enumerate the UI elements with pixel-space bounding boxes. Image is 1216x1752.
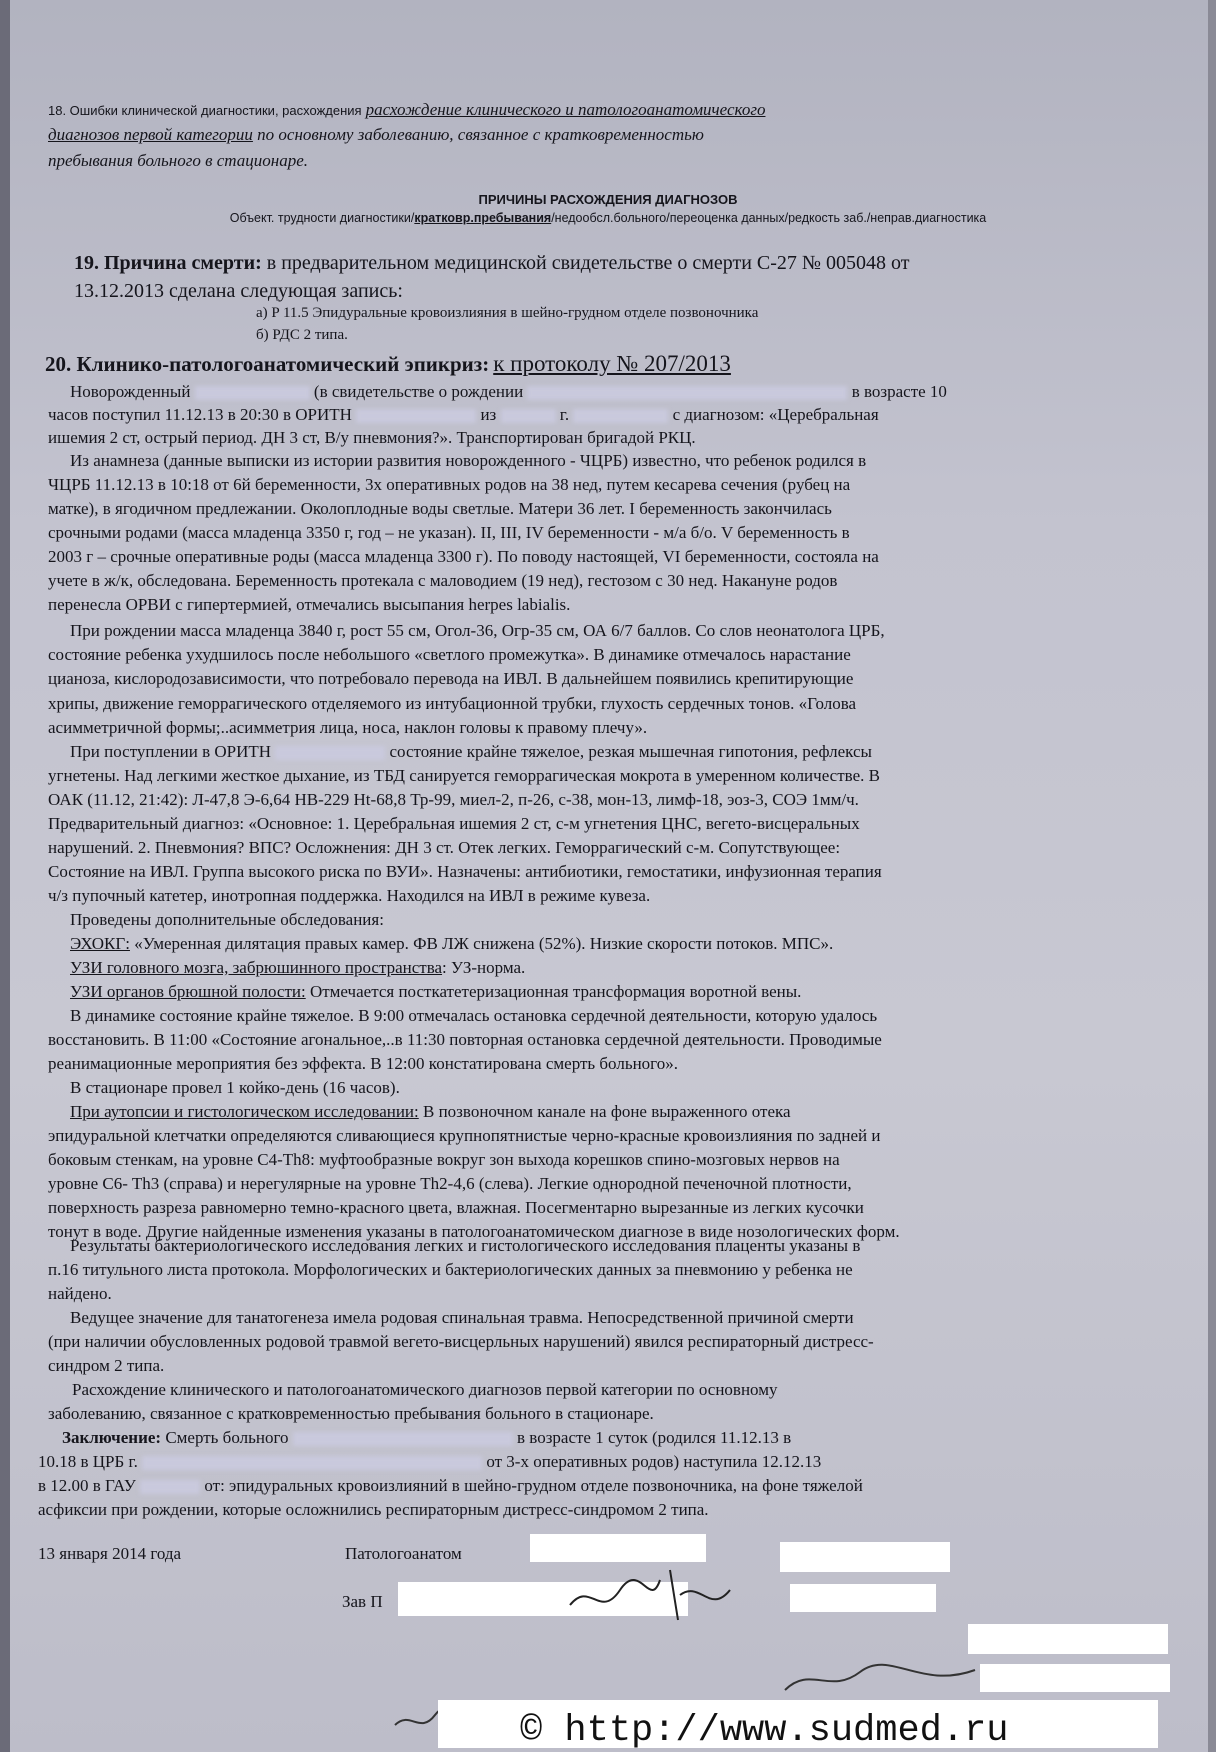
redacted-hospital <box>356 409 476 423</box>
section19-cause-b: б) РДС 2 типа. <box>256 327 348 343</box>
epicrisis-line-21: Состояние на ИВЛ. Группа высокого риска по ВУИ». Назначены: антибиотики, гемостатики, инфузионная терапия <box>48 862 882 881</box>
epicrisis-line-24: ЭХОКГ: «Умеренная дилятация правых камер. ФВ ЛЖ снижена (52%). Низкие скорости потоков. МПС». <box>70 934 834 953</box>
epicrisis-line-16: При поступлении в ОРИТН состояние крайне тяжелое, резкая мышечная гипотония, рефлексы <box>70 742 872 761</box>
section18-line2 <box>48 125 704 145</box>
epicrisis-line-25: УЗИ головного мозга, забрюшинного пространства: УЗ-норма. <box>70 958 526 977</box>
reasons-list-part1: Объект. трудности диагностики/ <box>229 211 415 225</box>
epicrisis-line-29: реанимационные мероприятия без эффекта. В 12:00 констатирована смерть больного». <box>48 1054 678 1073</box>
conclusion-line-4: асфиксии при рождении, которые осложнились респираторным дистресс-синдромом 2 типа. <box>38 1500 709 1519</box>
epicrisis-line-35: поверхность разреза равномерно темно-красного цвета, влажная. Посегментарно вырезанные из легких кусочки <box>48 1198 864 1217</box>
redacted-hospital-2 <box>275 746 385 760</box>
epicrisis-line-20: нарушений. 2. Пневмония? ВПС? Осложнения: ДН 3 ст. Отек легких. Геморрагический с-м. Сопутствующее: <box>48 838 841 857</box>
section18-line3 <box>48 151 308 171</box>
section18-line1 <box>48 100 765 120</box>
section18-diagnosis-part1: расхождение клинического и патологоанатомического <box>365 100 766 119</box>
epicrisis-line-6: матке), в ягодичном предлежании. Околоплодные воды светлые. Матери 36 лет. I беременность закончилась <box>48 499 832 518</box>
report-date: 13 января 2014 года <box>38 1544 182 1563</box>
head-label: Зав П <box>342 1592 383 1611</box>
redaction-box <box>968 1624 1168 1654</box>
section19-text1: в предварительном медицинской свидетельстве о смерти С-27 № 005048 от <box>261 252 910 274</box>
epicrisis-line-44: Расхождение клинического и патологоанатомического диагнозов первой категории по основному <box>72 1380 778 1399</box>
epicrisis-line-26: УЗИ органов брюшной полости: Отмечается посткатетеризационная трансформация воротной вены. <box>70 982 802 1001</box>
redacted-name <box>195 386 310 400</box>
epicrisis-line-9: учете в ж/к, обследована. Беременность протекала с маловодием (19 нед), гестозом с 30 нед. Накануне родов <box>48 571 838 590</box>
conclusion-line-2: 10.18 в ЦРБ г. от 3-х оперативных родов) наступила 12.12.13 <box>38 1452 822 1471</box>
epicrisis-line-36: тонут в воде. Другие найденные изменения указаны в патологоанатомическом диагнозе в виде нозологических форм. <box>48 1222 900 1241</box>
section19-line1 <box>74 252 909 275</box>
epicrisis-line-33: боковым стенкам, на уровне C4-Th8: муфтообразные вокруг зон выхода корешков спино-мозговых нервов на <box>48 1150 840 1169</box>
section19-label: 19. Причина смерти: <box>74 252 262 274</box>
redacted-patient <box>293 1432 513 1446</box>
epicrisis-line-28: восстановить. В 11:00 «Состояние агональное,..в 11:30 повторная остановка сердечной деятельности. Проводимые <box>48 1030 882 1049</box>
section20-label: 20. Клинико-патологоанатомический эпикриз: <box>45 352 490 376</box>
section20-heading <box>45 351 731 377</box>
conclusion-line-1: Заключение: Смерть больного в возрасте 1 суток (родился 11.12.13 в <box>62 1428 792 1447</box>
section18-diagnosis-part3: по основному заболеванию, связанное с кратковременностью <box>252 125 704 144</box>
watermark-text: © http://www.sudmed.ru <box>520 1710 1009 1752</box>
protocol-number: к протоколу № 207/2013 <box>493 351 731 376</box>
reasons-list-selected: кратковр.пребывания <box>414 211 552 225</box>
epicrisis-line-8: 2003 г – срочные оперативные роды (масса младенца 3300 г). По поводу настоящей, VI беременности, состояла на <box>48 547 879 566</box>
epicrisis-line-30: В стационаре провел 1 койко-день (16 часов). <box>70 1078 400 1097</box>
redaction-box <box>780 1542 950 1572</box>
epicrisis-line-41: Ведущее значение для танатогенеза имела родовая спинальная травма. Непосредственной причиной смерти <box>70 1308 854 1327</box>
epicrisis-line-40: найдено. <box>48 1284 112 1303</box>
epicrisis-line-2: часов поступил 11.12.13 в 20:30 в ОРИТН из г. с диагнозом: «Церебральная <box>48 405 879 424</box>
epicrisis-line-5: ЧЦРБ 11.12.13 в 10:18 от 6й беременности, 3х оперативных родов на 38 нед, путем кесарева сечения (рубец на <box>48 475 851 494</box>
redaction-box <box>790 1584 936 1612</box>
signature-scribble <box>780 1660 980 1700</box>
epicrisis-line-45: заболеванию, связанное с кратковременностью пребывания больного в стационаре. <box>48 1404 654 1423</box>
epicrisis-line-15: асимметричной формы;..асимметрия лица, носа, наклон головы к правому плечу». <box>48 718 648 737</box>
epicrisis-line-1: Новорожденный (в свидетельстве о рождении в возрасте 10 <box>70 382 947 401</box>
redacted-hospital-3 <box>140 1480 200 1494</box>
epicrisis-line-18: ОАК (11.12, 21:42): Л-47,8 Э-6,64 HB-229 Ht-68,8 Тр-99, миел-2, п-26, с-38, мон-13, лимф-18, эоз-3, СОЭ 1мм/ч. <box>48 790 859 809</box>
conclusion-line-3: в 12.00 в ГАУ от: эпидуральных кровоизлияний в шейно-грудном отделе позвоночника, на фоне тяжелой <box>38 1476 863 1495</box>
reasons-list-part3: /недообсл.больного/переоценка данных/редкость заб./неправ.диагностика <box>551 211 987 225</box>
pathologist-label: Патологоанатом <box>345 1544 462 1563</box>
epicrisis-line-38: Результаты бактериологического исследования легких и гистологического исследования плаценты указаны в <box>70 1236 861 1255</box>
conclusion-label: Заключение: <box>62 1428 162 1447</box>
epicrisis-line-12: состояние ребенка ухудшилось после небольшого «светлого промежутка». В динамике отмечалось нарастание <box>48 645 851 664</box>
epicrisis-line-10: перенесла ОРВИ с гипертермией, отмечались высыпания herpes labialis. <box>48 595 571 614</box>
epicrisis-line-43: синдром 2 типа. <box>48 1356 165 1375</box>
epicrisis-line-22: ч/з пупочный катетер, инотропная поддержка. Находился на ИВЛ в режиме кувеза. <box>48 886 651 905</box>
reasons-list <box>0 211 1216 225</box>
redacted-origin <box>501 409 556 423</box>
section18-diagnosis-part4: пребывания больного в стационаре. <box>48 151 308 170</box>
epicrisis-line-11: При рождении масса младенца 3840 г, рост 55 см, Огол-36, Огр-35 см, ОА 6/7 баллов. Со слов неонатолога ЦРБ, <box>70 621 885 640</box>
scan-edge-right <box>1208 0 1216 1752</box>
section19-cause-a: а) P 11.5 Эпидуральные кровоизлияния в шейно-грудном отделе позвоночника <box>256 305 759 321</box>
epicrisis-line-32: эпидуральной клетчатки определяются сливающиеся крупнопятнистые черно-красные кровоизлияния по задней и <box>48 1126 881 1145</box>
epicrisis-line-17: угнетены. Над легкими жесткое дыхание, из ТБД санируется геморрагическая мокрота в умеренном количестве. В <box>48 766 880 785</box>
redacted-city <box>573 409 668 423</box>
section19-line2: 13.12.2013 сделана следующая запись: <box>74 280 403 302</box>
epicrisis-line-14: хрипы, движение геморрагического отделяемого из интубационной трубки, глухость сердечных тонов. «Голова <box>48 694 857 713</box>
epicrisis-line-4: Из анамнеза (данные выписки из истории развития новорожденного - ЧЦРБ) известно, что ребенок родился в <box>70 451 867 470</box>
epicrisis-line-23: Проведены дополнительные обследования: <box>70 910 384 929</box>
section18-diagnosis-part2: диагнозов первой категории <box>48 125 253 144</box>
epicrisis-line-7: срочными родами (масса младенца 3350 г, год – не указан). II, III, IV беременности - м/а б/о. V беременность в <box>48 523 850 542</box>
epicrisis-line-3: ишемия 2 ст, острый период. ДН 3 ст, В/у пневмония?». Транспортирован бригадой РКЦ. <box>48 428 696 447</box>
redacted-mother <box>142 1456 482 1470</box>
signature-scribble <box>560 1560 740 1630</box>
epicrisis-line-19: Предварительный диагноз: «Основное: 1. Церебральная ишемия 2 ст, с-м угнетения ЦНС, вегето-висцеральных <box>48 814 860 833</box>
epicrisis-line-42: (при наличии обусловленных родовой травмой вегето-висцерльных нарушений) явился респираторный дистресс- <box>48 1332 874 1351</box>
section18-label: 18. Ошибки клинической диагностики, расхождения <box>48 103 362 118</box>
epicrisis-line-39: п.16 титульного листа протокола. Морфологических и бактериологических данных за пневмонию у ребенка не <box>48 1260 853 1279</box>
epicrisis-line-31: При аутопсии и гистологическом исследовании: В позвоночном канале на фоне выраженного отека <box>70 1102 791 1121</box>
epicrisis-line-34: уровне C6- Th3 (справа) и нерегулярные на уровне Th2-4,6 (слева). Легкие однородной печеночной плотности, <box>48 1174 852 1193</box>
redaction-box <box>530 1534 706 1562</box>
epicrisis-line-13: цианоза, кислородозависимости, что потребовало перевода на ИВЛ. В дальнейшем появились крепитирующие <box>48 669 854 688</box>
scan-edge-left <box>0 0 10 1752</box>
reasons-title: ПРИЧИНЫ РАСХОЖДЕНИЯ ДИАГНОЗОВ <box>478 192 738 207</box>
redacted-certificate <box>527 386 847 400</box>
epicrisis-line-27: В динамике состояние крайне тяжелое. В 9:00 отмечалась остановка сердечной деятельности, которую удалось <box>70 1006 878 1025</box>
redaction-box <box>980 1664 1170 1692</box>
